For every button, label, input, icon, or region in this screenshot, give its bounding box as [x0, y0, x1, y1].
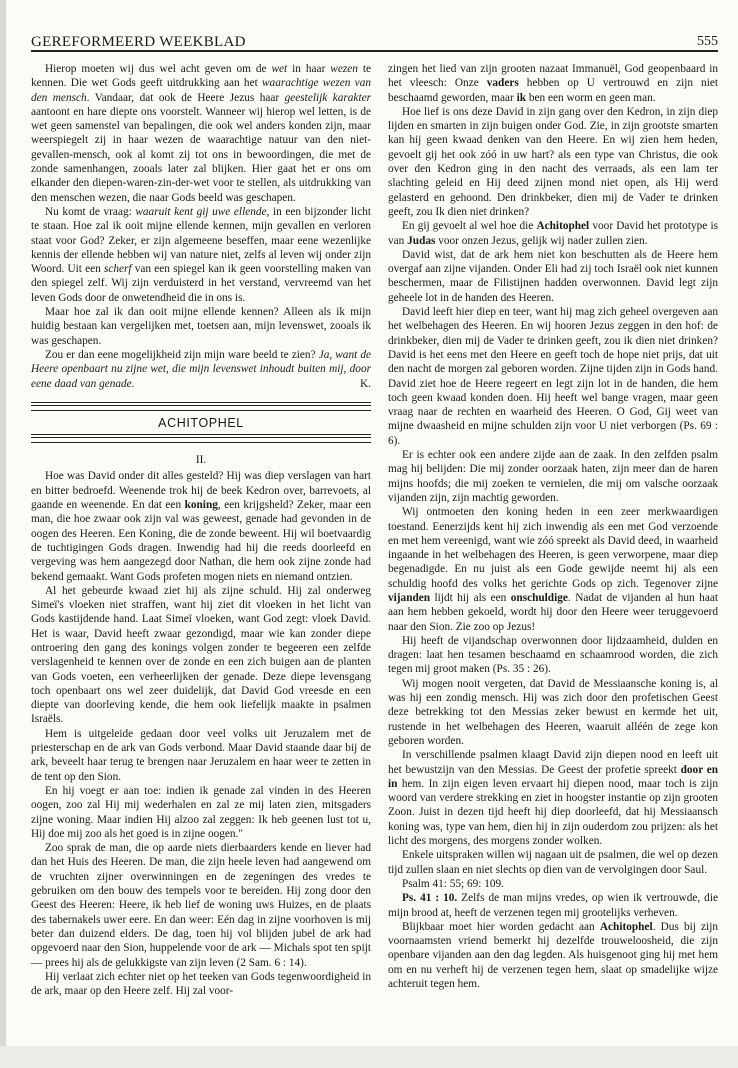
paragraph: En gij gevoelt al wel hoe die Achitophel voor David het prototype is van Judas voor onzen Jezus, gelijk wij nader zullen zien.	[388, 220, 718, 247]
journal-title: GEREFORMEERD WEEKBLAD	[31, 34, 246, 50]
paragraph: Zoo sprak de man, die op aarde niets dierbaarders kende en liever had dan het Huis des Heeren. De man, die zijn heele leven had aangewend om de vruchten zijner overwinningen en de zegeningen des vredes te gebruiken om den bouw des tempels voor te bereiden. Hij zong door den Geest des Heeren: Heere, ik heb lief de woning uws Huizes, en de plaats des tabernakels uwer eere. En dan weer: Eén dag in zijne voorhoven is mij beter dan duizend elders. De dag, toen hij vol blijden jubel de ark had opgevoerd naar den Sion, huppelende voor de ark — Michals spot ten spijt — prees hij als de gelukkigste van zijn leven (2 Sam. 6 : 14).	[31, 842, 371, 969]
section-title: ACHITOPHEL	[158, 415, 244, 430]
paragraph: Maar hoe zal ik dan ooit mijne ellende kennen? Alleen als ik mijn huidig bestaan kan vergelijken met, toetsen aan, mijn levenswet, zooals ik was geschapen.	[31, 306, 371, 347]
page-header	[31, 28, 718, 52]
paragraph: Wij mogen nooit vergeten, dat David de Messiaansche koning is, al was hij een zondig mensch. Hij was zich door den profetischen Geest deze betrekking tot den Messias zeker bewust en kermde het uit, rustende in het welbehagen des Heeren, waaruit alléén de zege kon geboren worden.	[388, 677, 718, 747]
author-initial: K.	[360, 377, 371, 390]
paragraph: Psalm 41: 55; 69: 109.	[402, 877, 504, 890]
scan-margin	[0, 1046, 738, 1068]
section-header	[31, 402, 371, 443]
paragraph: David leeft hier diep en teer, want hij mag zich geheel overgeven aan het welbehagen des Heeren. En wij hooren Jezus zeggen in den hof: de drinkbeker, dien mij de Vader te drinken geeft, zou ik dien niet drinken? David is het eens met den Heere en geeft toch de hope niet prijs, dat uit den nacht de morgen zal geboren worden. Zijne tijden zijn in Gods hand. David ziet hoe de Heere regeert en legt zijn lot in de handen, die hem toch geen kwaad konden doen. Hij heeft wel bange vragen, maar geen vraag naar de rechten en waarheid des Heeren. O God, Gij weet van mijne dwaasheid en mijne schulden zijn voor U niet verborgen (Ps. 69 : 6).	[388, 306, 718, 447]
section-number: II.	[195, 454, 207, 467]
paragraph: Hoe was David onder dit alles gesteld? Hij was diep verslagen van hart en bitter bedroefd. Weenende trok hij de beek Kedron over, barrevoets, al gaande en weenende. En dat een koning, een krijgsheld? Zeker, maar een man, die hoe zwaar ook zijn val was geweest, genade had gevonden in de oogen des Heeren. Een Koning, die de zonde beweent. Hij wil boetvaardig de tuchtigingen Gods dragen. Inwendig had hij die reeds doorleefd en vergeving was hem aangezegd door Nathan, die hem ook zijne zonde had bekend gemaakt. Want Gods profeten mogen niets en niemand ontzien.	[31, 470, 371, 583]
paragraph: Enkele uitspraken willen wij nagaan uit de psalmen, die wel op dezen tijd zullen slaan en niet slechts op dien van de vervolgingen door Saul.	[388, 849, 718, 876]
page-edge	[0, 0, 6, 1068]
paragraph: Zou er dan eene mogelijkheid zijn mijn ware beeld te zien? Ja, want de Heere openbaart nu zijne wet, die mijn levenswet inhoudt buiten mij, door eene daad van genade. K.	[31, 348, 371, 390]
paragraph: Wij ontmoeten den koning heden in een zeer merkwaardigen toestand. Eenerzijds kent hij zich inwendig als een met God verzoende en met hem vereenigd, want wie zóó spreekt als David deed, in waarheid ingaande in het welbehagen des Heeren, is geen verworpene, maar diep begenadigde. En nu juist als een Gode gewijde neemt hij als een schuldig hoofd des volks het gerichte Gods op zich. Tegenover zijne vijanden lijdt hij als een onschuldige. Nadat de vijanden al hun haat aan hem hebben gekoeld, wordt hij door den Heere weer teruggevoerd naar den Sion. Zie zoo op Jezus!	[388, 506, 718, 633]
paragraph: Blijkbaar moet hier worden gedacht aan Achitophel. Dus bij zijn voornaamsten vriend bemerkt hij dezelfde trouweloosheid, die zijn openbare vijanden aan den dag legden. Als huisgenoot ging hij met hem om en nu verheft hij de verzenen tegen hem, slaat op smadelijke wijze achteruit tegen hem.	[388, 920, 718, 990]
paragraph: Nu komt de vraag: waaruit kent gij uwe ellende, in een bijzonder licht te staan. Hoe zal ik ooit mijne ellende kennen, mijn gevallen en verloren staat voor God? Zeker, er zijn algemeene beseffen, maar eene wezenlijke kennis der ellende hebben wij van nature niet, zelfs al leven wij onder zijn Woord. Uit een scherf van een spiegel kan ik geen voorstelling maken van den spiegel zelf. Wij zijn verduisterd in het verstand, vervreemd van het leven Gods door de onwetendheid die in ons is.	[31, 205, 372, 304]
paragraph: Er is echter ook een andere zijde aan de zaak. In den zelfden psalm mag hij belijden: Die mij zonder oorzaak haten, zijn meer dan de haren mijns hoofds; die mij zoeken te vernielen, die mij om valsche oorzaak vijanden zijn, zijn machtig geworden.	[388, 449, 718, 504]
paragraph: Hoe lief is ons deze David in zijn gang over den Kedron, in zijn diep lijden en smarten in zijn buigen onder God. Zie, in zijn grootste smarten kan hij geen kwaad denken van den Heere. En wij zien hem heden, gevoelt gij het ook zóó in uw hart? als een type van Christus, die ook over den Kedron ging in den nacht des verraads, als een lam ter slachting geleid en Hij deed zijnen mond niet open, als Hij werd gelasterd en gehoond. Den drinkbeker, dien mij de Vader te drinken geeft, zou Ik dien niet drinken?	[388, 105, 718, 218]
paragraph: Hierop moeten wij dus wel acht geven om de wet in haar wezen te kennen. Die wet Gods geeft uitdrukking aan het waarachtige wezen van den mensch. Vandaar, dat ook de Heere Jezus haar geestelijk karakter aantoont en hare diepte ons voorstelt. Wanneer wij hierop wel letten, is de wet geen samenstel van bepalingen, die ook wel anders konden zijn, maar weerspiegelt zij in haar wezen de waarachtige natuur van den niet-gevallen-mensch, ook al komt zij tot ons in bewoordingen, die met de zonde samenhangen, zooals later zal blijken. Hier gaat het er ons om elkander den diepen-waren-zin-der-wet voor te stellen, als uitdrukking van den menschen wezen, die naar Gods beeld was geschapen.	[31, 63, 371, 204]
left-column	[31, 62, 371, 998]
paragraph: Hij heeft de vijandschap overwonnen door lijdzaamheid, dulden en dragen: laat hen tesamen beschaamd en schaamrood worden, die zich tegen mij groot maken (Ps. 35 : 26).	[388, 634, 718, 676]
paragraph: Ps. 41 : 10. Zelfs de man mijns vredes, op wien ik vertrouwde, die mijn brood at, heeft de verzenen tegen mij grootelijks verheven.	[388, 892, 718, 919]
paragraph: Al het gebeurde kwaad ziet hij als zijne schuld. Hij zal onderweg Simeï's vloeken niet straffen, want hij ziet dit vloeken in het licht van Gods kastijdende hand. Laat Simeï vloeken, want God zegt: vloek David. Het is waar, David heeft zwaar gezondigd, maar wie kan zonder diepe ontroering den gang des konings volgen zonder te begeeren een zelfde verslagenheid te kennen over de zonde en een zich buigen aan de planten van Gods voeten, een verheerlijken der genade. Deze diepe levensgang toch openbaart ons wel zeer duidelijk, dat David God vreesde en een diepte van doorleving kende, die hem ook liefelijk maakte in psalmen Israëls.	[31, 584, 371, 726]
paragraph: zingen het lied van zijn grooten nazaat Immanuël, God geopenbaard in het vleesch: Onze vaders hebben op U vertrouwd en zijn niet beschaamd geworden, maar ik ben een worm en geen man.	[388, 63, 718, 104]
divider	[31, 402, 371, 411]
page-number: 555	[697, 34, 718, 49]
paragraph: David wist, dat de ark hem niet kon beschutten als de Heere hem overgaf aan zijne vijanden. Onder Eli had zij toch Israël ook niet kunnen beschermen, maar de Filistijnen hadden overwonnen. David legt zijn geheele lot in de handen des Heeren.	[388, 248, 718, 304]
paragraph: Hem is uitgeleide gedaan door veel volks uit Jeruzalem met de priesterschap en de ark van Gods verbond. Maar David staande daar bij de ark, beveelt haar terug te brengen naar Jeruzalem en haar weer te zetten in de tent op den Sion.	[31, 727, 371, 783]
right-column	[388, 62, 718, 991]
paragraph: Hij verlaat zich echter niet op het teeken van Gods tegenwoordigheid in de ark, maar op den Heere zelf. Hij zal voor-	[31, 970, 371, 998]
paragraph: In verschillende psalmen klaagt David zijn diepen nood en leeft uit het bewustzijn van den Messias. De Geest der profetie spreekt door en in hem. In zijn eigen leven ervaart hij diepen nood, maar toch is zijn woord van verdere strekking en ziet in hoogster instantie op zijn grooten Zoon. Juist in dezen tijd heeft hij diep doorleefd, dat hij Messiaansch koning was, type van hem, dien hij in zijn ouderdom zou prijzen: als het licht des morgens, des morgens zonder wolken.	[388, 749, 718, 848]
divider	[31, 434, 371, 443]
paragraph: En hij voegt er aan toe: indien ik genade zal vinden in des Heeren oogen, zoo zal Hij mij wederhalen en zal ze mij laten zien, mitsgaders zijne woning. Maar indien Hij alzoo zal zeggen: Ik heb geenen lust tot u, Hij doe mij zoo als het goed is in zijne oogen."	[31, 784, 371, 840]
